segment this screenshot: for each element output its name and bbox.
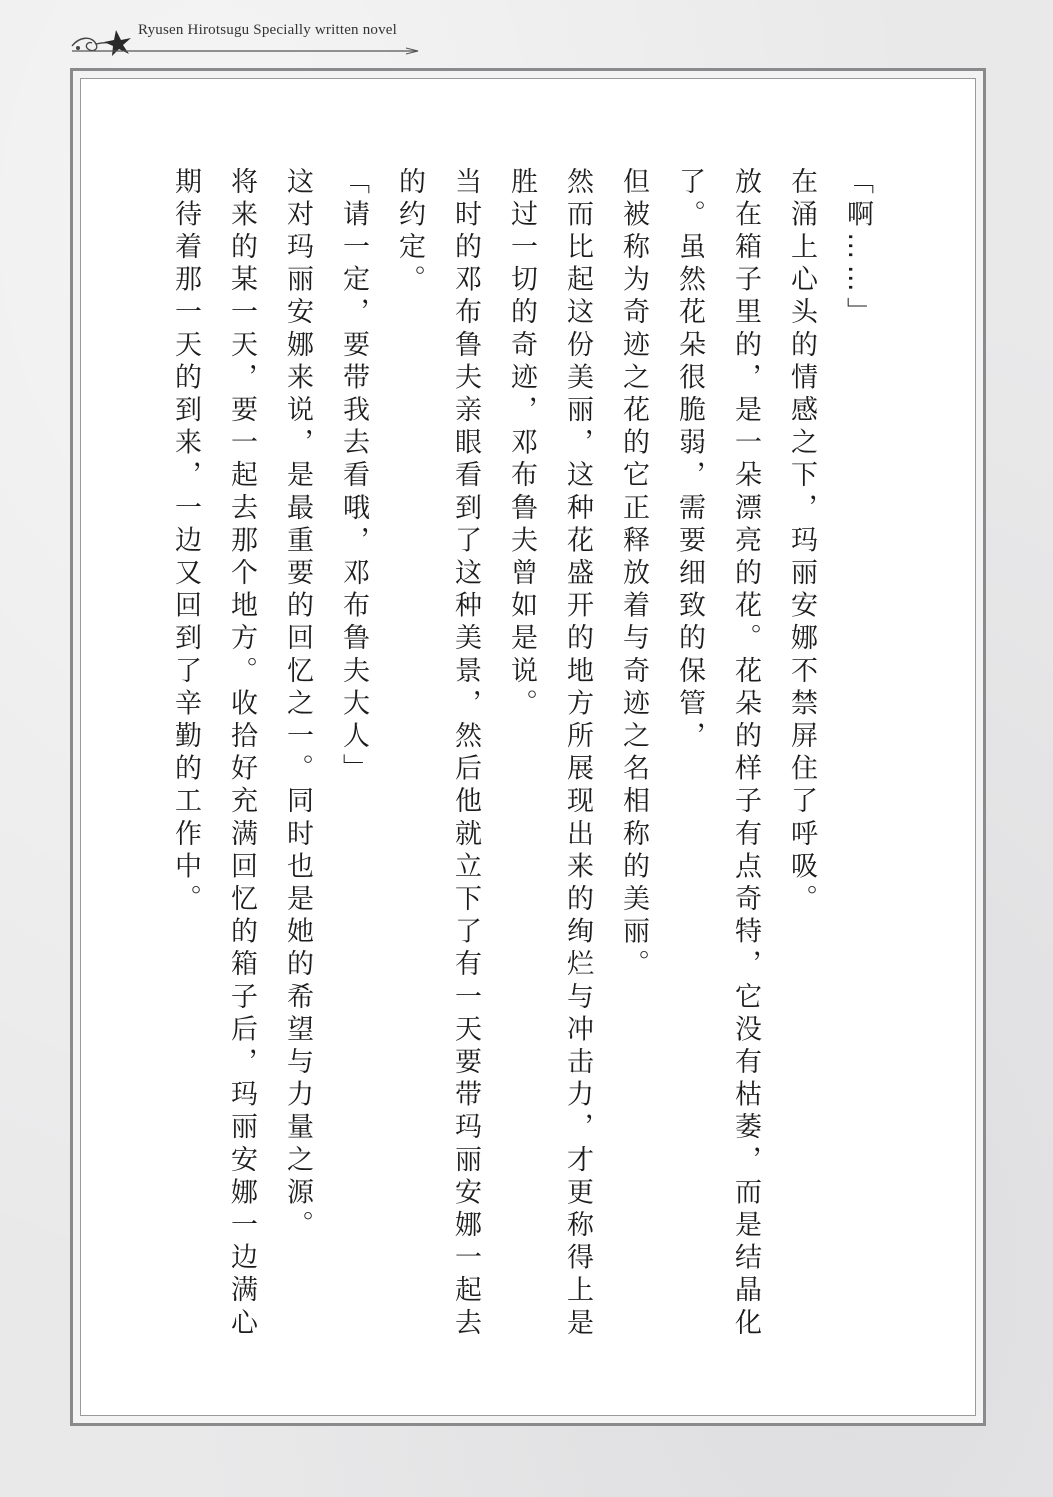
paragraph: 将来的某一天，要一起去那个地方。收拾好充满回忆的箱子后，玛丽安娜一边满心期待着那一天的到来，一边又回到了辛勤的工作中。 xyxy=(170,167,257,1341)
paragraph: 「啊……」 xyxy=(842,167,873,330)
paragraph: 在涌上心头的情感之下，玛丽安娜不禁屏住了呼吸。 xyxy=(786,167,817,917)
paragraph: 当时的邓布鲁夫亲眼看到了这种美景，然后他就立下了有一天要带玛丽安娜一起去的约定。 xyxy=(394,167,481,1341)
paragraph: 但被称为奇迹之花的它正释放着与奇迹之名相称的美丽。 xyxy=(618,167,649,982)
page-frame xyxy=(70,68,986,1426)
page-inner-frame xyxy=(80,78,976,1416)
paragraph: 「请一定，要带我去看哦，邓布鲁夫大人」 xyxy=(338,167,369,787)
header-title: Ryusen Hirotsugu Specially written novel xyxy=(138,22,398,38)
paragraph: 然而比起这份美丽，这种花盛开的地方所展现出来的绚烂与冲击力，才更称得上是胜过一切的奇迹，邓布鲁夫曾如是说。 xyxy=(506,167,593,1341)
paragraph: 这对玛丽安娜来说，是最重要的回忆之一。同时也是她的希望与力量之源。 xyxy=(282,167,313,1243)
vertical-text-body xyxy=(157,167,885,1367)
paragraph: 放在箱子里的，是一朵漂亮的花。花朵的样子有点奇特，它没有枯萎，而是结晶化了。虽然花朵很脆弱，需要细致的保管， xyxy=(674,167,761,1341)
running-header xyxy=(66,18,426,58)
